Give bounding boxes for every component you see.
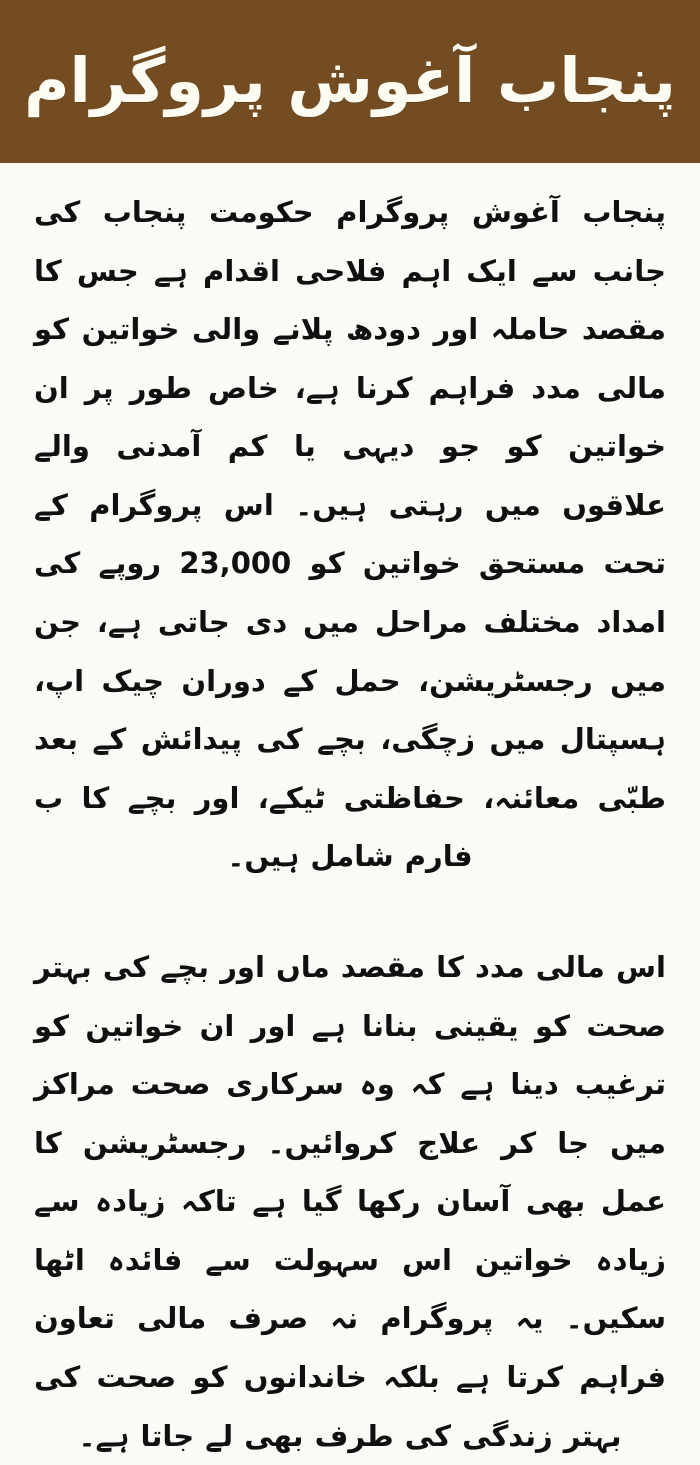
purpose-paragraph: اس مالی مدد کا مقصد ماں اور بچے کی بہتر صحت کو یقینی بنانا ہے اور ان خواتین کو ترغیب دینا ہے کہ وہ سرکاری صحت مراکز میں جا کر علاج کروائیں۔ رجسٹریشن کا عمل بھی آسان رکھا گیا ہے تاکہ زیادہ سے زیادہ خواتین اس سہولت سے فائدہ اٹھا سکیں۔ یہ پروگرام نہ صرف مالی تعاون فراہم کرتا ہے بلکہ خاندانوں کو صحت کی بہتر زندگی کی طرف بھی لے جاتا ہے۔	[34, 949, 666, 1453]
article-body	[0, 163, 700, 1465]
page-title: پنجاب آغوش پروگرام	[24, 44, 676, 118]
intro-paragraph: پنجاب آغوش پروگرام حکومت پنجاب کی جانب سے ایک اہم فلاحی اقدام ہے جس کا مقصد حاملہ اور دودھ پلانے والی خواتین کو مالی مدد فراہم کرنا ہے، خاص طور پر ان خواتین کو جو دیہی یا کم آمدنی والے علاقوں میں رہتی ہیں۔ اس پروگرام کے تحت مستحق خواتین کو 23,000 روپے کی امداد مختلف مراحل میں دی جاتی ہے، جن میں رجسٹریشن، حمل کے دوران چیک اپ، ہسپتال میں زچگی، بچے کی پیدائش کے بعد طبّی معائنہ، حفاظتی ٹیکے، اور بچے کا ب فارم شامل ہیں۔	[34, 195, 667, 874]
title-banner	[0, 0, 700, 163]
